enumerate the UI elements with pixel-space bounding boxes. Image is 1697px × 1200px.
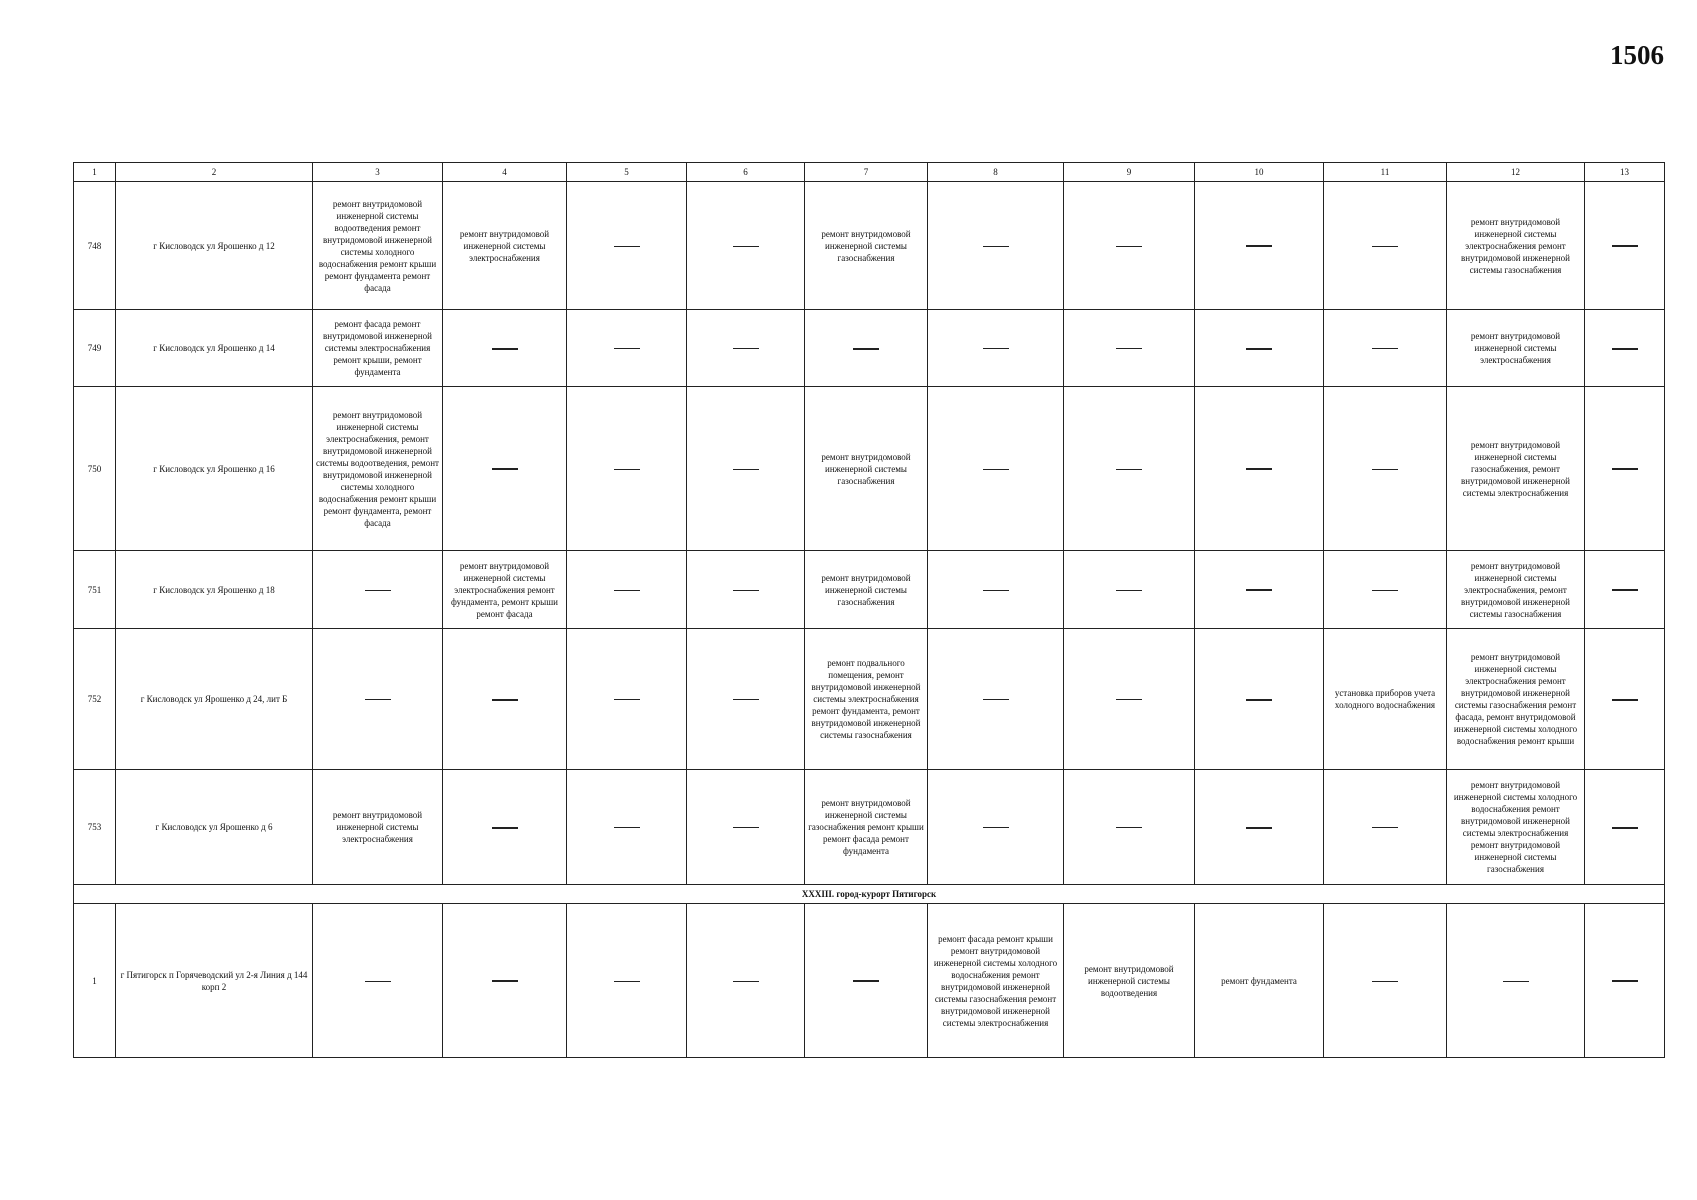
row-number: 753 bbox=[74, 770, 116, 885]
dash-mark bbox=[1503, 981, 1529, 982]
dash-mark bbox=[614, 827, 640, 828]
dash-mark bbox=[1372, 827, 1398, 828]
work-cell-col-10: ремонт фундамента bbox=[1195, 904, 1324, 1058]
dash-mark bbox=[365, 699, 391, 700]
work-cell-col-6 bbox=[687, 629, 805, 770]
dash-mark bbox=[1612, 827, 1638, 829]
work-cell-col-10 bbox=[1195, 310, 1324, 387]
dash-mark bbox=[1612, 348, 1638, 350]
table-row bbox=[74, 310, 1665, 387]
work-cell-col-5 bbox=[567, 904, 687, 1058]
work-cell-col-6 bbox=[687, 387, 805, 551]
work-cell-col-9 bbox=[1064, 387, 1195, 551]
work-cell-col-11 bbox=[1324, 387, 1447, 551]
column-number: 1 bbox=[74, 163, 116, 182]
work-cell-col-12: ремонт внутридомовой инженерной системы холодного водоснабжения ремонт внутридомовой инженерной системы электроснабжения ремонт внутридомовой инженерной системы газоснабжения bbox=[1447, 770, 1585, 885]
dash-mark bbox=[365, 981, 391, 982]
dash-mark bbox=[614, 590, 640, 591]
work-cell-col-10 bbox=[1195, 551, 1324, 629]
work-cell-col-4: ремонт внутридомовой инженерной системы электроснабжения ремонт фундамента, ремонт крыши ремонт фасада bbox=[443, 551, 567, 629]
dash-mark bbox=[1612, 699, 1638, 701]
work-cell-col-3: ремонт внутридомовой инженерной системы электроснабжения bbox=[313, 770, 443, 885]
work-cell-col-8 bbox=[928, 770, 1064, 885]
dash-mark bbox=[492, 348, 518, 350]
row-number: 751 bbox=[74, 551, 116, 629]
work-cell-col-12: ремонт внутридомовой инженерной системы электроснабжения ремонт внутридомовой инженерной системы газоснабжения bbox=[1447, 182, 1585, 310]
dash-mark bbox=[1116, 246, 1142, 247]
dash-mark bbox=[983, 246, 1009, 247]
dash-mark bbox=[983, 469, 1009, 470]
dash-mark bbox=[1372, 348, 1398, 349]
work-cell-col-6 bbox=[687, 904, 805, 1058]
table-body bbox=[74, 163, 1665, 1058]
work-cell-col-5 bbox=[567, 387, 687, 551]
work-cell-col-12: ремонт внутридомовой инженерной системы электроснабжения, ремонт внутридомовой инженерной системы газоснабжения bbox=[1447, 551, 1585, 629]
dash-mark bbox=[1246, 699, 1272, 701]
work-cell-col-7: ремонт внутридомовой инженерной системы газоснабжения bbox=[805, 387, 928, 551]
row-number: 749 bbox=[74, 310, 116, 387]
work-cell-col-6 bbox=[687, 310, 805, 387]
dash-mark bbox=[365, 590, 391, 591]
dash-mark bbox=[1246, 468, 1272, 470]
work-cell-col-6 bbox=[687, 551, 805, 629]
work-cell-col-12: ремонт внутридомовой инженерной системы электроснабжения ремонт внутридомовой инженерной системы газоснабжения ремонт фасада, ремонт внутридомовой инженерной системы холодного водоснабжения ремонт крыши bbox=[1447, 629, 1585, 770]
address-cell: г Кисловодск ул Ярошенко д 6 bbox=[116, 770, 313, 885]
work-cell-col-12: ремонт внутридомовой инженерной системы газоснабжения, ремонт внутридомовой инженерной системы электроснабжения bbox=[1447, 387, 1585, 551]
work-cell-col-5 bbox=[567, 629, 687, 770]
dash-mark bbox=[1116, 590, 1142, 591]
section-header-row bbox=[74, 885, 1665, 904]
work-cell-col-9 bbox=[1064, 551, 1195, 629]
dash-mark bbox=[614, 348, 640, 349]
table-row bbox=[74, 387, 1665, 551]
column-number: 7 bbox=[805, 163, 928, 182]
work-cell-col-11 bbox=[1324, 310, 1447, 387]
table-row bbox=[74, 770, 1665, 885]
column-number: 12 bbox=[1447, 163, 1585, 182]
repair-register-table bbox=[73, 162, 1665, 1058]
work-cell-col-9 bbox=[1064, 310, 1195, 387]
work-cell-col-3: ремонт внутридомовой инженерной системы водоотведения ремонт внутридомовой инженерной системы холодного водоснабжения ремонт крыши ремонт фундамента ремонт фасада bbox=[313, 182, 443, 310]
work-cell-col-3: ремонт фасада ремонт внутридомовой инженерной системы электроснабжения ремонт крыши, ремонт фундамента bbox=[313, 310, 443, 387]
work-cell-col-7: ремонт внутридомовой инженерной системы газоснабжения ремонт крыши ремонт фасада ремонт фундамента bbox=[805, 770, 928, 885]
work-cell-col-9 bbox=[1064, 629, 1195, 770]
dash-mark bbox=[853, 348, 879, 350]
dash-mark bbox=[983, 590, 1009, 591]
address-cell: г Кисловодск ул Ярошенко д 18 bbox=[116, 551, 313, 629]
row-number: 750 bbox=[74, 387, 116, 551]
work-cell-col-8 bbox=[928, 629, 1064, 770]
work-cell-col-13 bbox=[1585, 387, 1665, 551]
dash-mark bbox=[614, 469, 640, 470]
work-cell-col-13 bbox=[1585, 629, 1665, 770]
dash-mark bbox=[1612, 589, 1638, 591]
work-cell-col-4 bbox=[443, 387, 567, 551]
page-number: 1506 bbox=[1610, 40, 1664, 70]
dash-mark bbox=[1246, 589, 1272, 591]
work-cell-col-9: ремонт внутридомовой инженерной системы водоотведения bbox=[1064, 904, 1195, 1058]
dash-mark bbox=[614, 699, 640, 700]
work-cell-col-8: ремонт фасада ремонт крыши ремонт внутридомовой инженерной системы холодного водоснабжения ремонт внутридомовой инженерной системы газоснабжения ремонт внутридомовой инженерной системы электроснабжения bbox=[928, 904, 1064, 1058]
dash-mark bbox=[1372, 981, 1398, 982]
dash-mark bbox=[1612, 468, 1638, 470]
section-title: XXXIII. город-курорт Пятигорск bbox=[74, 885, 1665, 904]
work-cell-col-4 bbox=[443, 629, 567, 770]
work-cell-col-8 bbox=[928, 551, 1064, 629]
table-row bbox=[74, 182, 1665, 310]
column-number: 8 bbox=[928, 163, 1064, 182]
work-cell-col-5 bbox=[567, 310, 687, 387]
dash-mark bbox=[492, 827, 518, 829]
dash-mark bbox=[983, 348, 1009, 349]
work-cell-col-10 bbox=[1195, 629, 1324, 770]
table-row bbox=[74, 904, 1665, 1058]
work-cell-col-4 bbox=[443, 904, 567, 1058]
column-number: 4 bbox=[443, 163, 567, 182]
dash-mark bbox=[1612, 245, 1638, 247]
work-cell-col-4: ремонт внутридомовой инженерной системы электроснабжения bbox=[443, 182, 567, 310]
work-cell-col-8 bbox=[928, 310, 1064, 387]
dash-mark bbox=[1372, 590, 1398, 591]
dash-mark bbox=[733, 246, 759, 247]
dash-mark bbox=[733, 699, 759, 700]
work-cell-col-11 bbox=[1324, 551, 1447, 629]
work-cell-col-10 bbox=[1195, 770, 1324, 885]
work-cell-col-13 bbox=[1585, 904, 1665, 1058]
work-cell-col-10 bbox=[1195, 387, 1324, 551]
column-number: 9 bbox=[1064, 163, 1195, 182]
dash-mark bbox=[733, 981, 759, 982]
address-cell: г Кисловодск ул Ярошенко д 16 bbox=[116, 387, 313, 551]
work-cell-col-7: ремонт подвального помещения, ремонт внутридомовой инженерной системы электроснабжения ремонт фундамента, ремонт внутридомовой инженерной системы газоснабжения bbox=[805, 629, 928, 770]
column-number: 2 bbox=[116, 163, 313, 182]
address-cell: г Кисловодск ул Ярошенко д 24, лит Б bbox=[116, 629, 313, 770]
work-cell-col-13 bbox=[1585, 182, 1665, 310]
dash-mark bbox=[1116, 348, 1142, 349]
dash-mark bbox=[1612, 980, 1638, 982]
dash-mark bbox=[1246, 245, 1272, 247]
table-row bbox=[74, 629, 1665, 770]
work-cell-col-9 bbox=[1064, 770, 1195, 885]
work-cell-col-5 bbox=[567, 770, 687, 885]
work-cell-col-5 bbox=[567, 551, 687, 629]
row-number: 752 bbox=[74, 629, 116, 770]
work-cell-col-13 bbox=[1585, 770, 1665, 885]
dash-mark bbox=[733, 348, 759, 349]
work-cell-col-11: установка приборов учета холодного водоснабжения bbox=[1324, 629, 1447, 770]
dash-mark bbox=[983, 827, 1009, 828]
work-cell-col-8 bbox=[928, 387, 1064, 551]
dash-mark bbox=[1116, 699, 1142, 700]
dash-mark bbox=[983, 699, 1009, 700]
work-cell-col-8 bbox=[928, 182, 1064, 310]
work-cell-col-13 bbox=[1585, 551, 1665, 629]
address-cell: г Пятигорск п Горячеводский ул 2-я Линия д 144 корп 2 bbox=[116, 904, 313, 1058]
dash-mark bbox=[1246, 348, 1272, 350]
work-cell-col-11 bbox=[1324, 182, 1447, 310]
work-cell-col-6 bbox=[687, 182, 805, 310]
work-cell-col-7 bbox=[805, 904, 928, 1058]
work-cell-col-9 bbox=[1064, 182, 1195, 310]
column-number: 3 bbox=[313, 163, 443, 182]
dash-mark bbox=[614, 246, 640, 247]
row-number: 748 bbox=[74, 182, 116, 310]
work-cell-col-11 bbox=[1324, 904, 1447, 1058]
dash-mark bbox=[1246, 827, 1272, 829]
work-cell-col-5 bbox=[567, 182, 687, 310]
work-cell-col-4 bbox=[443, 770, 567, 885]
column-number: 11 bbox=[1324, 163, 1447, 182]
column-number: 10 bbox=[1195, 163, 1324, 182]
work-cell-col-3: ремонт внутридомовой инженерной системы электроснабжения, ремонт внутридомовой инженерной системы водоотведения, ремонт внутридомовой инженерной системы холодного водоснабжения ремонт крыши ремонт фундамента, ремонт фасада bbox=[313, 387, 443, 551]
dash-mark bbox=[1372, 469, 1398, 470]
work-cell-col-10 bbox=[1195, 182, 1324, 310]
row-number: 1 bbox=[74, 904, 116, 1058]
column-number-row bbox=[74, 163, 1665, 182]
dash-mark bbox=[614, 981, 640, 982]
work-cell-col-4 bbox=[443, 310, 567, 387]
address-cell: г Кисловодск ул Ярошенко д 12 bbox=[116, 182, 313, 310]
column-number: 6 bbox=[687, 163, 805, 182]
dash-mark bbox=[1372, 246, 1398, 247]
dash-mark bbox=[492, 468, 518, 470]
work-cell-col-13 bbox=[1585, 310, 1665, 387]
address-cell: г Кисловодск ул Ярошенко д 14 bbox=[116, 310, 313, 387]
dash-mark bbox=[733, 827, 759, 828]
work-cell-col-3 bbox=[313, 551, 443, 629]
table-row bbox=[74, 551, 1665, 629]
dash-mark bbox=[1116, 469, 1142, 470]
work-cell-col-12: ремонт внутридомовой инженерной системы электроснабжения bbox=[1447, 310, 1585, 387]
dash-mark bbox=[733, 590, 759, 591]
dash-mark bbox=[492, 980, 518, 982]
dash-mark bbox=[733, 469, 759, 470]
dash-mark bbox=[1116, 827, 1142, 828]
work-cell-col-12 bbox=[1447, 904, 1585, 1058]
column-number: 13 bbox=[1585, 163, 1665, 182]
dash-mark bbox=[492, 699, 518, 701]
work-cell-col-7: ремонт внутридомовой инженерной системы газоснабжения bbox=[805, 551, 928, 629]
work-cell-col-7: ремонт внутридомовой инженерной системы газоснабжения bbox=[805, 182, 928, 310]
work-cell-col-3 bbox=[313, 629, 443, 770]
work-cell-col-3 bbox=[313, 904, 443, 1058]
column-number: 5 bbox=[567, 163, 687, 182]
work-cell-col-7 bbox=[805, 310, 928, 387]
work-cell-col-11 bbox=[1324, 770, 1447, 885]
dash-mark bbox=[853, 980, 879, 982]
work-cell-col-6 bbox=[687, 770, 805, 885]
